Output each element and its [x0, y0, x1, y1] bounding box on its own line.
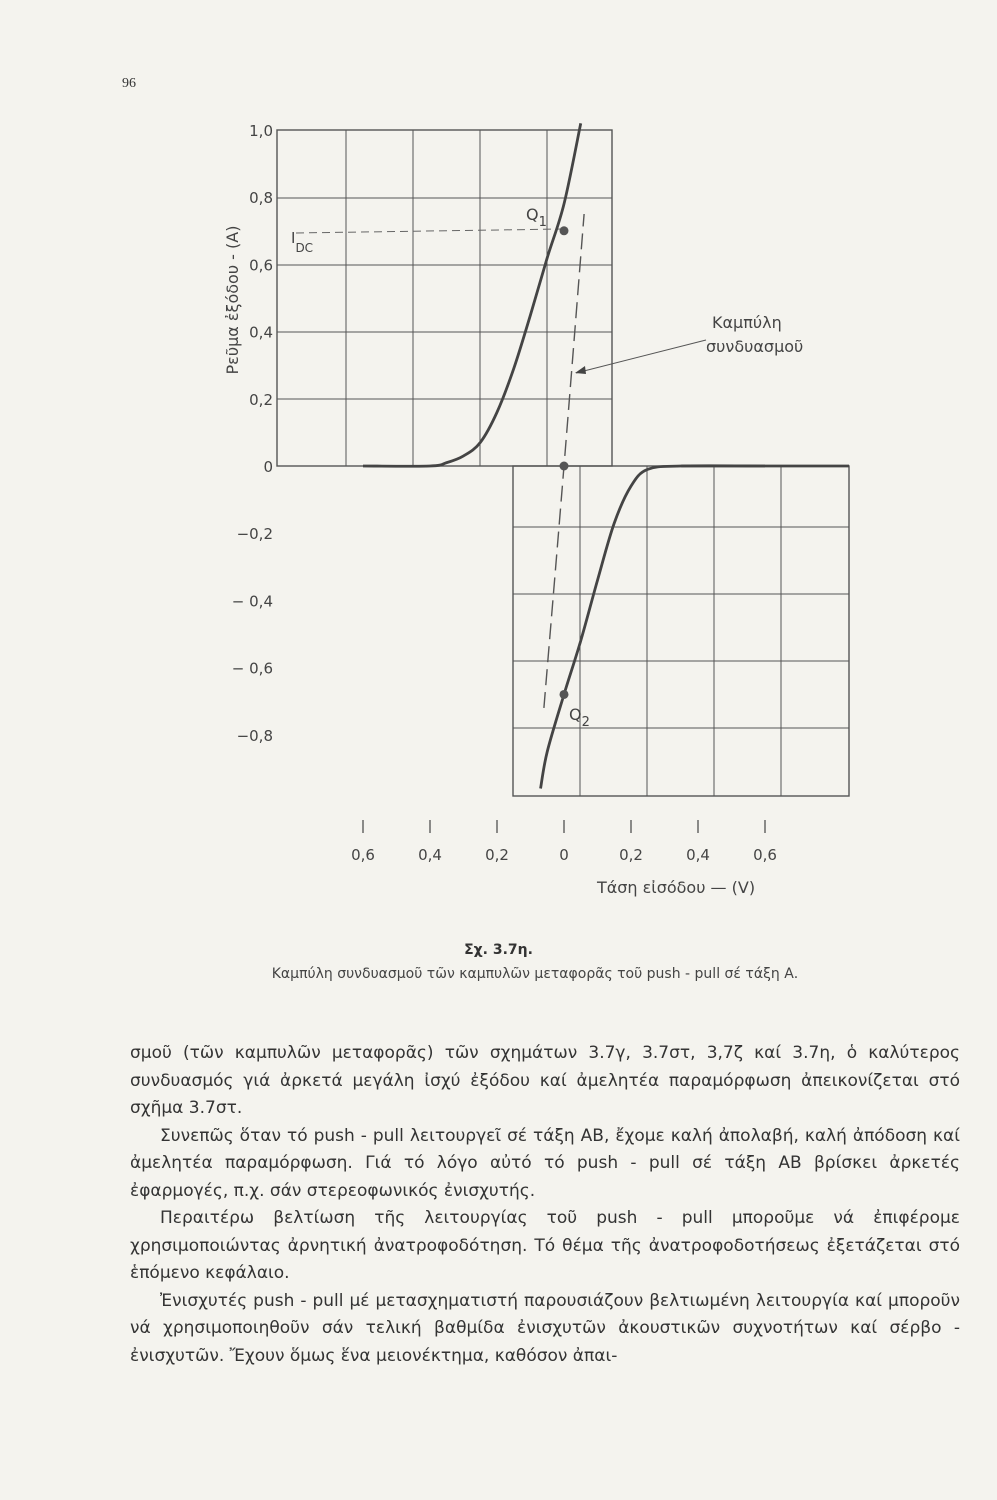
y-tick-label: 0,4	[249, 323, 273, 342]
x-tick-label: 0,6	[351, 846, 375, 864]
q2-label: $Q_2$	[569, 705, 590, 730]
y-tick-label: −0,2	[236, 525, 273, 544]
upper-grid	[277, 130, 612, 466]
x-tick-label: 0,2	[619, 846, 643, 864]
paragraph: Περαιτέρω βελτίωση τῆς λειτουργίας τοῦ push - pull μποροῦμε νά ἐπιφέρομε χρησιμοποιώντας ἀρνητική ἀνατροφοδότηση. Τό θέμα τῆς ἀνατροφοδοτήσεως ἐξετάζεται στό ἑπόμενο κεφάλαιο.	[130, 1208, 960, 1283]
x-tick-label: 0,6	[753, 846, 777, 864]
idc-dashed-line	[296, 229, 563, 233]
combination-curve	[544, 214, 584, 708]
page-number: 96	[122, 76, 136, 91]
paragraph: σμοῦ (τῶν καμπυλῶν μεταφορᾶς) τῶν σχημάτων 3.7γ, 3.7στ, 3,7ζ καί 3.7η, ὁ καλύτερος συνδυασμός γιά ἀρκετά μεγάλη ἰσχύ ἐξόδου καί ἀμελητέα παραμόρφωση ἀπεικονίζεται στό σχῆμα 3.7στ.	[130, 1043, 960, 1118]
q2-point	[560, 690, 569, 699]
y-tick-label: 0	[263, 458, 273, 476]
q2-curve	[541, 466, 765, 789]
body-text	[130, 1040, 960, 1370]
q1-label: $Q_1$	[526, 205, 547, 230]
y-tick-label: 1,0	[249, 122, 273, 140]
paragraph: Συνεπῶς ὅταν τό push - pull λειτουργεῖ σέ τάξη ΑΒ, ἔχομε καλή ἀπολαβή, καλή ἀπόδοση καί ἀμελητέα παραμόρφωση. Γιά τό λόγο αὐτό τό push - pull σέ τάξη ΑΒ βρίσκει ἀρκετές ἐφαρμογές, π.χ. σάν στερεοφωνικός ἐνισχυτής.	[130, 1125, 960, 1201]
lower-grid	[513, 466, 849, 796]
annotation-line1: Καμπύλη	[712, 313, 782, 332]
y-tick-label: −0,8	[236, 726, 273, 745]
y-tick-label: − 0,6	[231, 659, 273, 678]
caption-title: Σχ. 3.7η.	[464, 942, 533, 958]
annotation-line2: συνδυασμοῦ	[706, 337, 804, 356]
x-tick-label: 0	[559, 846, 569, 864]
annotation-arrow	[576, 340, 706, 373]
y-tick-label: 0,6	[249, 256, 273, 275]
curves	[363, 123, 849, 788]
x-ticks	[351, 820, 777, 864]
x-axis-label: Τάση εἰσόδου — (V)	[596, 878, 756, 897]
y-ticks	[232, 122, 273, 745]
x-tick-label: 0,2	[485, 846, 509, 864]
q1-point	[560, 226, 569, 235]
y-axis-label: Ρεῦμα ἐξόδου - (A)	[223, 225, 242, 375]
paragraph: Ἐνισχυτές push - pull μέ μετασχηματιστή παρουσιάζουν βελτιωμένη λειτουργία καί μποροῦν νά χρησιμοποιηθοῦν σάν τελική βαθμίδα ἐνισχυτῶν ἀκουστικῶν συχνοτήτων καί σέρβο - ἐνισχυτῶν. Ἔχουν ὅμως ἕνα μειονέκτημα, καθόσον ἀπαι-	[130, 1290, 960, 1366]
idc-label: $I_{DC}$	[291, 229, 314, 255]
annotation-arrowhead	[575, 366, 586, 374]
operating-point	[560, 462, 569, 471]
x-tick-label: 0,4	[686, 846, 710, 864]
q1-curve	[363, 123, 581, 466]
x-tick-label: 0,4	[418, 846, 442, 864]
y-tick-label: 0,2	[249, 390, 273, 409]
y-tick-label: − 0,4	[231, 592, 273, 611]
caption-text: Καμπύλη συνδυασμοῦ τῶν καμπυλῶν μεταφορᾶς τοῦ push - pull σέ τάξη Α.	[271, 966, 799, 982]
y-tick-label: 0,8	[249, 189, 273, 208]
